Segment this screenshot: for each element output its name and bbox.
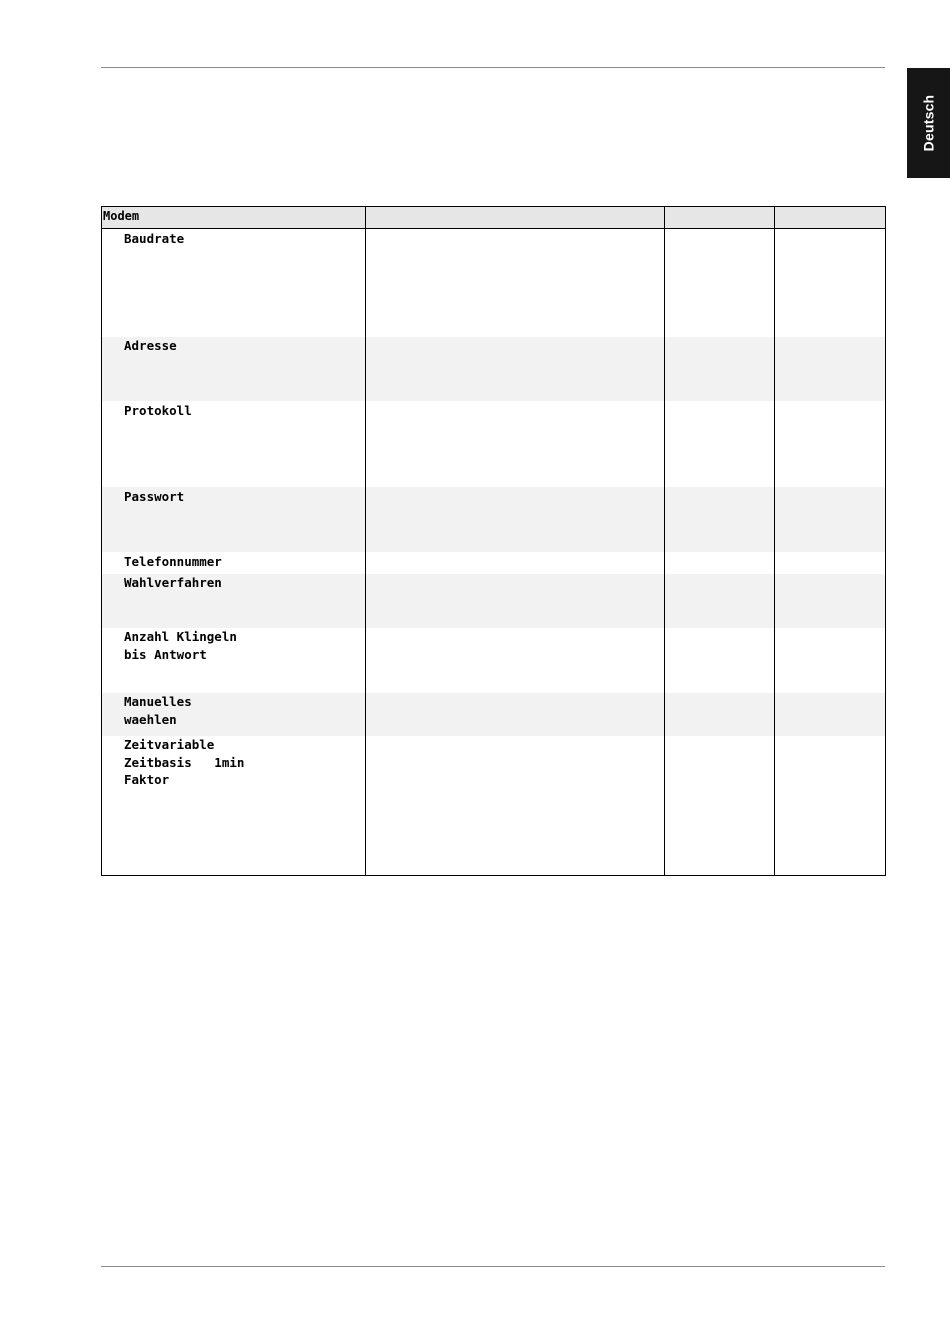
table-row — [102, 552, 885, 574]
table-header-label: Modem — [103, 209, 140, 223]
table-row — [102, 401, 885, 487]
language-tab — [907, 68, 950, 178]
table-row — [102, 574, 885, 628]
table-row — [102, 487, 885, 552]
row-label-passwort: Passwort — [124, 489, 185, 504]
row-label-baudrate: Baudrate — [124, 231, 185, 246]
row-label-wahlverfahren: Wahlverfahren — [124, 575, 222, 590]
table-row — [102, 693, 885, 736]
row-label-anzahl-klingeln: Anzahl Klingeln bis Antwort — [124, 629, 237, 662]
table-row — [102, 337, 885, 401]
table-row — [102, 736, 885, 875]
row-label-adresse: Adresse — [124, 338, 177, 353]
column-divider — [365, 207, 366, 875]
parameter-table — [101, 206, 886, 876]
row-label-protokoll: Protokoll — [124, 403, 192, 418]
column-divider — [664, 207, 665, 875]
row-label-zeitvariable: Zeitvariable Zeitbasis 1min Faktor — [124, 737, 245, 787]
top-rule — [101, 67, 885, 68]
language-tab-label: Deutsch — [920, 94, 937, 152]
column-divider — [774, 207, 775, 875]
table-row — [102, 229, 885, 337]
table-row — [102, 628, 885, 693]
bottom-rule — [101, 1266, 885, 1267]
row-label-manuelles-waehlen: Manuelles waehlen — [124, 694, 192, 727]
table-header — [102, 207, 885, 229]
row-label-telefonnummer: Telefonnummer — [124, 554, 222, 569]
